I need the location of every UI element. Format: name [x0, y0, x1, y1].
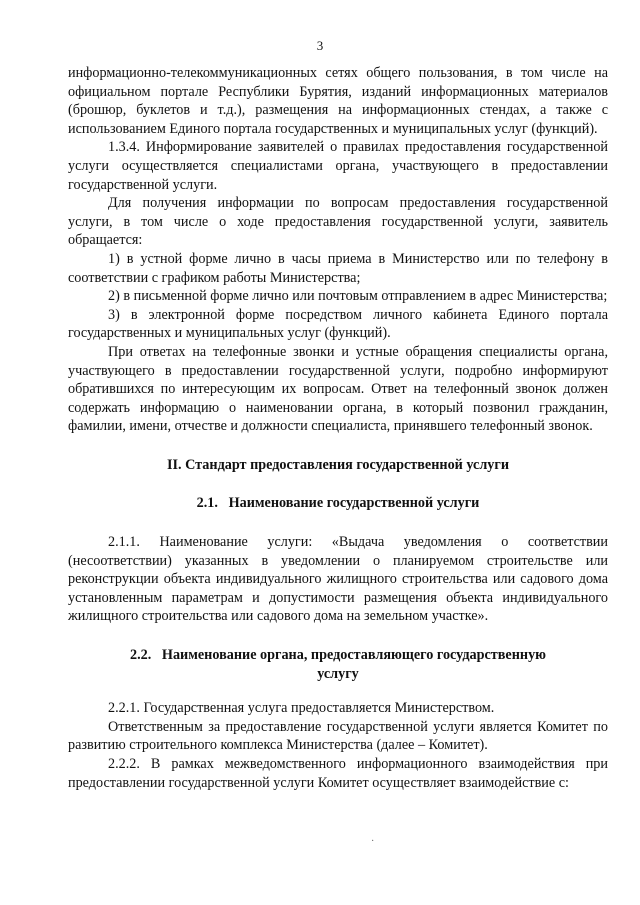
paragraph-info-request: Для получения информации по вопросам предоставления государственной услуги, в том числе о ходе предоставления государственной услуги, заявитель обращается: — [68, 195, 608, 249]
paragraph-2-2-1: 2.2.1. Государственная услуга предоставляется Министерством. — [108, 700, 495, 717]
paragraph-2-1-1: 2.1.1. Наименование услуги: «Выдача уведомления о соответствии (несоответствии) указанных в уведомлении о планируемом строительстве или реконструкции объекта индивидуального жилищного строительства или садового дома установленным параметрам и допустимости размещения объекта индивидуального жилищного строительства или садового дома на земельном участке». — [68, 534, 608, 625]
scan-dot: · — [371, 836, 375, 847]
paragraph-phone-answers: При ответах на телефонные звонки и устные обращения специалисты органа, участвующего в предоставлении государственной услуги, подробно информируют обратившихся по интересующим их вопросам. Ответ на телефонный звонок должен содержать информацию о наименовании органа, в который позвонил гражданин, фамилии, имени, отчестве и должности специалиста, принявшего телефонный звонок. — [68, 343, 608, 435]
list-item-oral: 1) в устной форме лично в часы приема в Министерство или по телефону в соответствии с графиком работы Министерства; — [68, 250, 608, 286]
paragraph-responsible: Ответственным за предоставление государственной услуги является Комитет по развитию строительного комплекса Министерства (далее – Комитет). — [68, 718, 608, 754]
list-item-electronic: 3) в электронной форме посредством личного кабинета Единого портала государственных и муниципальных услуг (функций). — [68, 306, 608, 342]
subsection-title-2-2-line2: услугу — [317, 665, 359, 682]
subsection-title-2-2-line1: 2.2. Наименование органа, предоставляющего государственную — [129, 647, 547, 664]
list-item-written: 2) в письменной форме лично или почтовым отправлением в адрес Министерства; — [108, 288, 608, 305]
paragraph-continuation: информационно-телекоммуникационных сетях общего пользования, в том числе на официальном портале Республики Бурятия, изданий информационных материалов (брошюр, буклетов и т.д.), размещения на информационных стендах, а также с использованием Единого портала государственных и муниципальных услуг (функций). — [68, 65, 608, 137]
page-number: 3 — [316, 38, 324, 53]
document-body — [68, 64, 608, 792]
paragraph-2-2-2: 2.2.2. В рамках межведомственного информационного взаимодействия при предоставлении государственной услуги Комитет осуществляет взаимодействие с: — [68, 756, 608, 791]
paragraph-1-3-4: 1.3.4. Информирование заявителей о правилах предоставления государственной услуги осуществляется специалистами органа, участвующего в предоставлении государственной услуги. — [68, 139, 608, 193]
section-title: II. Стандарт предоставления государственной услуги — [166, 456, 510, 473]
subsection-title-2-1: 2.1. Наименование государственной услуги — [196, 495, 480, 512]
